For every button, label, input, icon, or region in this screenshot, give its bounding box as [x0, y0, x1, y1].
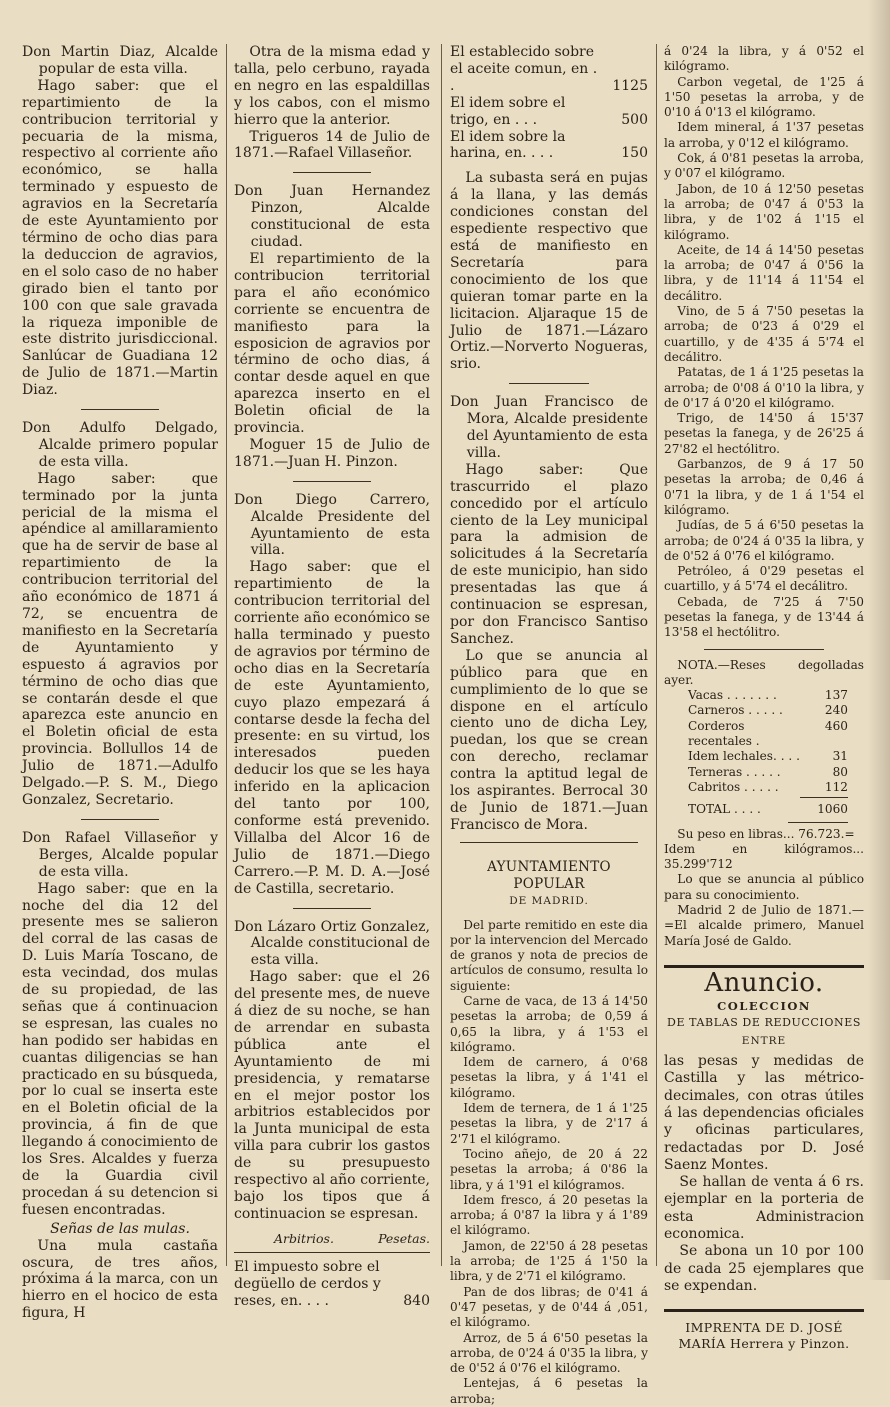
separator-rule — [704, 649, 824, 650]
separator-rule — [509, 383, 588, 384]
price-item: Garbanzos, de 9 á 17 50 pesetas la arroba; de 0,46 á 0'71 la libra, y de 1 á 1'54 el kilógramo. — [664, 457, 864, 518]
livestock-rows — [688, 688, 848, 795]
total-label: TOTAL . . . . — [688, 802, 761, 817]
price-item: Petróleo, á 0'29 pesetas el cuartillo, y á 5'74 el decálitro. — [664, 564, 864, 595]
price-item: Idem de ternera, de 1 á 1'25 pesetas la libra, y de 2'17 á 2'71 el kilógramo. — [450, 1101, 648, 1147]
livestock-count: 137 — [808, 688, 848, 703]
advert-subtitle: DE TABLAS DE REDUCCIONES — [664, 1015, 864, 1030]
livestock-count: 80 — [808, 765, 848, 780]
subheading: Señas de las mulas. — [22, 1221, 218, 1238]
table-cell-value: 1125 — [608, 78, 648, 95]
livestock-note-title: NOTA.—Reses degolladas ayer. — [664, 658, 864, 689]
price-item: Carne de vaca, de 13 á 14'50 pesetas la arroba; de 0,59 á 0,65 la libra, y á 1'53 el kilógramo. — [450, 994, 648, 1055]
table-row — [234, 1259, 430, 1310]
table-row — [450, 95, 648, 129]
separator-rule — [293, 172, 371, 173]
table-header-label: Pesetas. — [378, 1231, 430, 1248]
weight-line: Su peso en libras... 76.723.= — [664, 827, 864, 842]
livestock-count: 460 — [808, 719, 848, 750]
table-cell-item: El establecido sobre el aceite comun, en . . — [450, 44, 600, 95]
notice-body: Hago saber: que el 26 del presente mes, de nueve á diez de su noche, se han de arrendar en subasta pública ante el Ayuntamiento de mi presidencia, y rematarse en el mejor postor los arbitrios establecidos por la Junta municipal de esta villa para cubrir los gastos de su presupuesto respectivo al año corriente, bajo los tipos que á continuacion se espresan. — [234, 969, 430, 1223]
notice-signature: Trigueros 14 de Julio de 1871.—Rafael Villaseñor. — [234, 129, 430, 163]
table-rule — [234, 1252, 430, 1253]
price-item: Carbon vegetal, de 1'25 á 1'50 pesetas la arroba, y de 0'10 á 0'13 el kilógramo. — [664, 75, 864, 121]
notice-signature: Moguer 15 de Julio de 1871.—Juan H. Pinzon. — [234, 437, 430, 471]
notice-heading: Don Adulfo Delgado, Alcalde primero popular de esta villa. — [22, 420, 218, 471]
table-row — [450, 129, 648, 163]
column-2 — [234, 44, 430, 1272]
separator-rule — [81, 409, 159, 410]
notice-body: Otra de la misma edad y talla, pelo cerbuno, rayada en negro en las espaldillas y los cabos, con el mismo hierro que la anterior. — [234, 44, 430, 129]
table-cell-item: El idem sobre la harina, en. . . . — [450, 129, 600, 163]
advert-title: Anuncio. — [664, 976, 864, 991]
total-rule — [800, 797, 848, 798]
notice-body: La subasta será en pujas á la llana, y las demás condiciones constan del espediente respectivo que está de manifiesto en Secretaría para conocimiento de los que quieran tomar parte en la licitacion. Aljaraque 15 de Julio de 1871.—Lázaro Ortiz.—Norverto Nogueras, srio. — [450, 170, 648, 373]
price-item: Del parte remitido en este dia por la intervencion del Mercado de granos y nota de precios de artículos de consumo, resulta lo siguiente: — [450, 918, 648, 994]
livestock-label: Idem lechales. . . . — [688, 749, 800, 764]
price-item: Jabon, de 10 á 12'50 pesetas la arroba; de 0'47 á 0'53 la libra, y de 1'02 á 1'15 el kilógramo. — [664, 182, 864, 243]
livestock-label: Terneras . . . . . — [688, 765, 781, 780]
price-item: Tocino añejo, de 20 á 22 pesetas la arroba; á 0'86 la libra, y á 1'91 el kilógramos. — [450, 1147, 648, 1193]
table-cell-value: 150 — [608, 145, 648, 162]
notice-heading: Don Diego Carrero, Alcalde Presidente del Ayuntamiento de esta villa. — [234, 492, 430, 560]
separator-rule — [664, 1309, 864, 1312]
notice-heading: Don Rafael Villaseñor y Berges, Alcalde popular de esta villa. — [22, 830, 218, 881]
livestock-label: Cabritos . . . . . — [688, 780, 779, 795]
closing-text: Lo que se anuncia al público para su conocimiento. — [664, 872, 864, 903]
notice-body: Una mula castaña oscura, de tres años, próxima á la marca, con un hierro en el hocico de esta figura, H — [22, 1238, 218, 1323]
price-item: Aceite, de 14 á 14'50 pesetas la arroba; de 0'47 á 0'56 la libra, y de 11'14 á 11'54 el decálitro. — [664, 243, 864, 304]
section-subtitle: DE MADRID. — [450, 893, 648, 910]
total-rule — [788, 822, 848, 823]
livestock-row — [688, 780, 848, 795]
livestock-label: Carneros . . . . . — [688, 703, 783, 718]
section-title: AYUNTAMIENTO POPULAR — [450, 859, 648, 893]
total-value: 1060 — [808, 802, 848, 817]
table-cell-value: 500 — [608, 112, 648, 129]
price-item: Idem fresco, á 20 pesetas la arroba; á 0'87 la libra y á 1'89 el kilógramo. — [450, 1193, 648, 1239]
livestock-table — [664, 688, 864, 817]
price-item: Jamon, de 22'50 á 28 pesetas la arroba; de 1'25 á 1'50 la libra, y de 2'71 el kilógramo. — [450, 1239, 648, 1285]
price-item: Cok, á 0'81 pesetas la arroba, y 0'07 el kilógramo. — [664, 151, 864, 182]
column-1 — [22, 44, 218, 1272]
advert-collection: COLECCION — [664, 999, 864, 1014]
table-cell-value: 840 — [390, 1293, 430, 1310]
total-row — [688, 802, 848, 817]
advert-entre: ENTRE — [664, 1034, 864, 1049]
table-header-label: Arbitrios. — [274, 1231, 334, 1248]
price-item: á 0'24 la libra, y á 0'52 el kilógramo. — [664, 44, 864, 75]
table-header — [234, 1231, 430, 1248]
notice-body: Lo que se anuncia al público para que en cumplimiento de lo que se dispone en el artículo ciento uno de dicha Ley, puedan, los que se crean con derecho, reclamar contra la aptitud legal de los aspirantes. Berrocal 30 de Junio de 1871.—Juan Francisco de Mora. — [450, 648, 648, 834]
separator-rule — [81, 819, 159, 820]
advert-body-block — [664, 1053, 864, 1295]
price-item: Judías, de 5 á 6'50 pesetas la arroba; de 0'24 á 0'35 la libra, y de 0'52 á 0'76 el kilógramo. — [664, 518, 864, 564]
column-3 — [450, 44, 648, 1272]
livestock-row — [688, 719, 848, 750]
livestock-count: 240 — [808, 703, 848, 718]
advert-body: Se hallan de venta á 6 rs. ejemplar en la porteria de esta Administracion economica. — [664, 1174, 864, 1243]
price-item: Cebada, de 7'25 á 7'50 pesetas la fanega, y de 13'44 á 13'58 el hectólitro. — [664, 595, 864, 641]
livestock-count: 112 — [808, 780, 848, 795]
prices-list — [450, 918, 648, 1407]
notice-heading: Don Juan Francisco de Mora, Alcalde presidente del Ayuntamiento de esta villa. — [450, 394, 648, 462]
notice-body: Hago saber: que el repartimiento de la contribucion territorial y pecuaria de la misma, respectivo al corriente año económico, se halla terminado y espuesto de agravios en la Secretaría de este Ayuntamiento por término de ocho dias para la deduccion de agravios, en el solo caso de no haber girado bien el tanto por 100 con que sale gravada la riqueza imponible de este distrito jurisdiccional. Sanlúcar de Guadiana 12 de Julio de 1871.—Martin Diaz. — [22, 78, 218, 399]
table-cell-item: El impuesto sobre el degüello de cerdos y reses, en. . . . — [234, 1259, 384, 1310]
price-item: Lentejas, á 6 pesetas la arroba; — [450, 1376, 648, 1407]
table-cell-item: El idem sobre el trigo, en . . . — [450, 95, 600, 129]
notice-body: Hago saber: que terminado por la junta pericial de la misma el apéndice al amillaramiento que ha de servir de base al repartimiento de la contribucion territorial del año económico de 1871 á 72, se encuentra de manifiesto en la Secretaría de Ayuntamiento y espuesto á agravios por término de ocho dias que se contarán desde el que aparezca este anuncio en el Boletin oficial de esta provincia. Bollullos 14 de Julio de 1871.—Adulfo Delgado.—P. S. M., Diego Gonzalez, Secretario. — [22, 471, 218, 809]
notice-body: Hago saber: que el repartimiento de la contribucion territorial del corriente año económico se halla terminado y puesto de agravios por término de ocho dias en la Secretaría de este Ayuntamiento, cuyo plazo empezará á contarse desde la fecha del presente: en su virtud, los interesados pueden deducir los que se les haya inferido en la aplicacion del tanto por 100, conforme está prevenido. Villalba del Alcor 16 de Julio de 1871.—Diego Carrero.—P. M. D. A.—José de Castilla, secretario. — [234, 559, 430, 897]
closing-signature: Madrid 2 de Julio de 1871.—=El alcalde primero, Manuel María José de Galdo. — [664, 903, 864, 949]
column-4 — [664, 44, 864, 1272]
advert-body: las pesas y medidas de Castilla y las métrico-decimales, con otras útiles á las dependencias oficiales y oficinas particulares, redactadas por D. José Saenz Montes. — [664, 1053, 864, 1174]
separator-rule — [293, 908, 371, 909]
notice-body: Hago saber: Que trascurrido el plazo concedido por el artículo ciento de la Ley municipal para la admision de solicitudes á la Secretaría de este municipio, han sido presentadas las que á continuacion se espresan, por don Francisco Santiso Sanchez. — [450, 462, 648, 648]
price-item: Idem de carnero, á 0'68 pesetas la libra, y á 1'41 el kilógramo. — [450, 1055, 648, 1101]
livestock-label: Vacas . . . . . . . — [688, 688, 777, 703]
price-item: Patatas, de 1 á 1'25 pesetas la arroba; de 0'08 á 0'10 la libra, y de 0'17 á 0'20 el kilógramo. — [664, 365, 864, 411]
notice-heading: Don Martin Diaz, Alcalde popular de esta villa. — [22, 44, 218, 78]
price-item: Vino, de 5 á 7'50 pesetas la arroba; de 0'23 á 0'29 el cuartillo, y de 4'35 á 5'74 el decálitro. — [664, 304, 864, 365]
livestock-row — [688, 765, 848, 780]
livestock-row — [688, 749, 848, 764]
table-row — [450, 44, 648, 95]
weight-line: Idem en kilógramos... 35.299'712 — [664, 842, 864, 873]
price-item: Arroz, de 5 á 6'50 pesetas la arroba, de 0'24 á 0'35 la libra, y de 0'52 á 0'76 el kilógramo. — [450, 1331, 648, 1377]
separator-rule — [460, 842, 638, 843]
livestock-row — [688, 703, 848, 718]
notice-body: El repartimiento de la contribucion territorial para el año económico corriente se encuentra de manifiesto para la esposicion de agravios por término de ocho dias, á contar desde aquel en que aparezca inserto en el Boletin oficial de la provincia. — [234, 251, 430, 437]
notice-heading: Don Juan Hernandez Pinzon, Alcalde constitucional de esta ciudad. — [234, 183, 430, 251]
price-item: Pan de dos libras; de 0'41 á 0'47 pesetas, y de 0'44 á ,051, el kilógramo. — [450, 1285, 648, 1331]
livestock-count: 31 — [808, 749, 848, 764]
notice-body: Hago saber: que en la noche del dia 12 del presente mes se salieron del corral de las casas de D. Luis María Toscano, de esta vecindad, dos mulas de su propiedad, de las señas que á continuacion se espresan, las cuales no han podido ser habidas en cuantas diligencias se han practicado en su búsqueda, por lo cual se inserta este en el Boletin oficial de la provincia, á fin de que llegando á conocimiento de los Sres. Alcaldes y fuerza de la Guardia civil procedan á su detencion si fuesen encontradas. — [22, 881, 218, 1219]
price-item: Idem mineral, á 1'37 pesetas la arroba, y 0'12 el kilógramo. — [664, 120, 864, 151]
separator-rule — [293, 481, 371, 482]
printer-imprint: IMPRENTA DE D. JOSÉ MARÍA Herrera y Pinzon. — [664, 1320, 864, 1351]
price-item: Trigo, de 14'50 á 15'37 pesetas la fanega, y de 26'25 á 27'82 el hectólitro. — [664, 411, 864, 457]
livestock-label: Corderos recentales . — [688, 719, 808, 750]
page-edge-shadow — [868, 0, 890, 1280]
advert-body: Se abona un 10 por 100 de cada 25 ejemplares que se expendan. — [664, 1243, 864, 1295]
livestock-row — [688, 688, 848, 703]
notice-heading: Don Lázaro Ortiz Gonzalez, Alcalde constitucional de esta villa. — [234, 919, 430, 970]
